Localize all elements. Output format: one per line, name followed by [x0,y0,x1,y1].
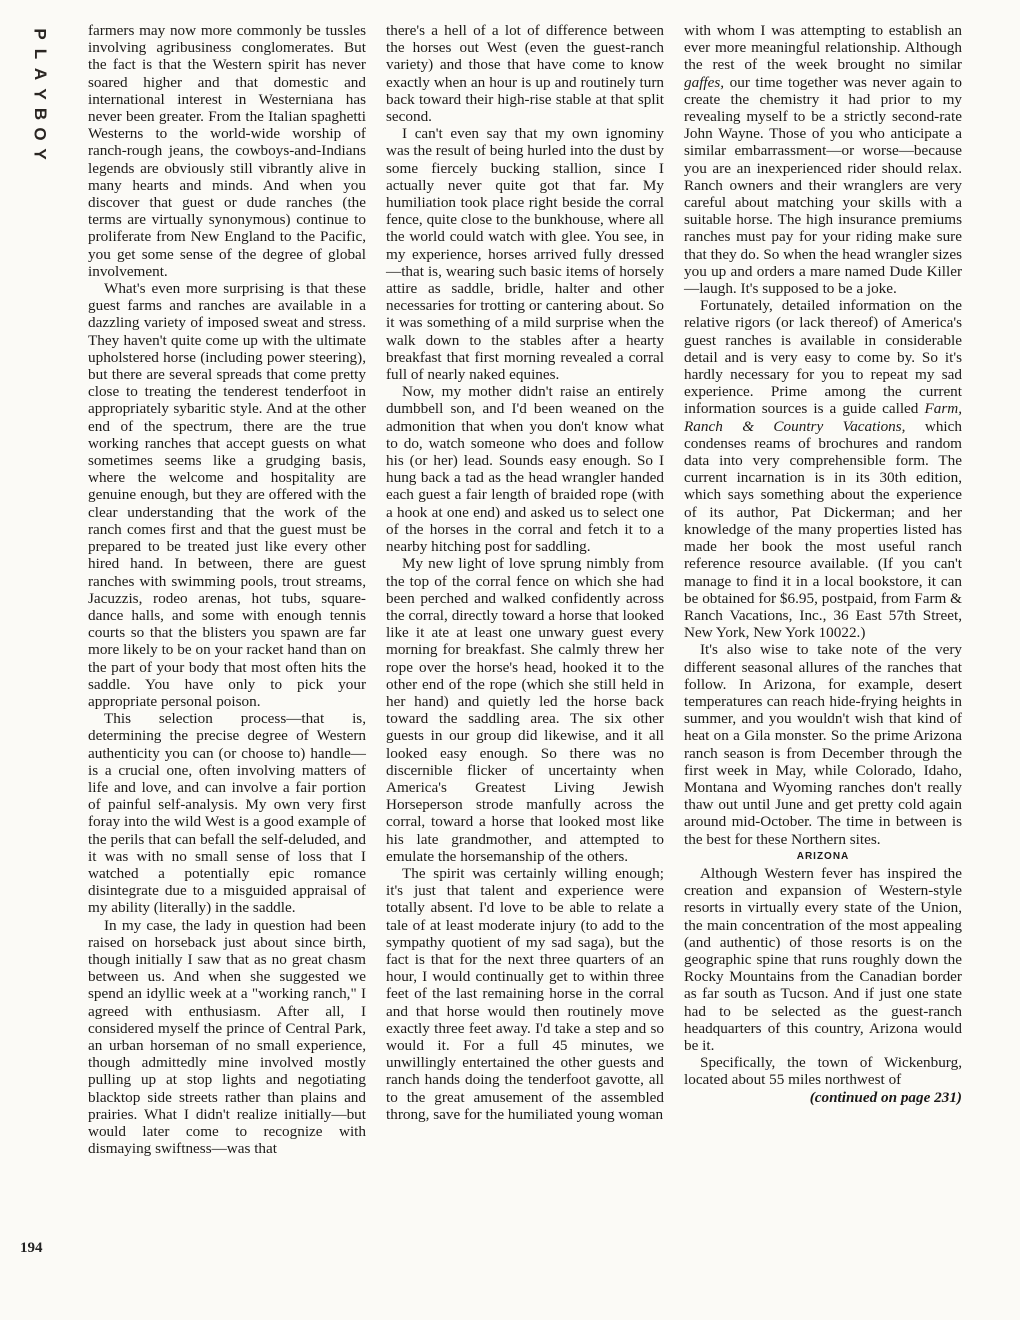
text-run: our time together was never again to create the chemistry it had prior to my revealing myself to be a strictly second-rate John Wayne. Those of you who anticipate a similar embarrassment—or worse—because you are an inexperienced rider should relax. Ranch owners and their wranglers are very careful about matching your skills with a suitable horse. The high insurance premiums ranches must pay for your riding make sure that they do. So when the head wrangler sizes you up and orders a mare named Dude Killer—laugh. It's supposed to be a joke. [684,73,962,298]
masthead-letter: B [31,107,50,121]
section-subhead: ARIZONA [796,850,850,862]
text-run: with whom I was attempting to establish an ever more meaningful relationship. Although the rest of the week brought no similar [684,22,962,74]
book-title: Farm, Ranch & Country Vacations, [684,400,962,435]
page-number: 194 [20,1240,43,1256]
paragraph: What's even more surprising is that these guest farms and ranches are available in a dazzling variety of imposed sweat and stress. They haven't quite come up with the ultimate upholstered horse (including power steering), but there are several spreads that come pretty close to treating the tenderest tenderfoot in appropriately sybaritic style. And at the other end of the spectrum, there are the true working ranches that accept guests on what sometimes seems like a grudging basis, where the welcome and hospitality are genuine enough, but they are offered with the clear understanding that the work of the ranch comes first and that the guest must be prepared to be treated just like every other hired hand. In between, there are guest ranches with swimming pools, trout streams, Jacuzzis, rodeo arenas, hot tubs, square-dance halls, and some with enough tennis courts so that the blisters you spawn are far more likely to be on your racket hand than on the part of your body that most often hits the saddle. You have only to pick your appropriate personal poison. [88,280,366,710]
paragraph: It's also wise to take note of the very different seasonal allures of the ranches that follow. In Arizona, for example, desert temperatures can reach hide-frying heights in summer, and you wouldn't wish that kind of heat on a Gila monster. So the prime Arizona ranch season is from December through the first week in May, while Colorado, Idaho, Montana and Wyoming ranches don't really thaw out until June and get pretty cold again around mid-October. The time in between is the best for these Northern sites. [684,641,962,848]
masthead-letter: P [31,28,50,40]
paragraph: Specifically, the town of Wickenburg, located about 55 miles northwest of [684,1054,962,1089]
text-run: Fortunately, detailed information on the relative rigors (or lack thereof) of America's guest ranches is available in considerable detail and is very easy to come by. So it's hardly necessary for you to repeat my sad experience. Prime among the current information sources is a guide called [684,297,962,418]
paragraph: I can't even say that my own ignominy was the result of being hurled into the dust by some fiercely bucking stallion, since I actually never quite got that far. My humiliation took place right beside the corral fence, quite close to the bunkhouse, where all the world could watch with glee. You see, in my experience, horses arrived fully dressed—that is, wearing such basic items of horsely attire as saddle, bridle, halter and other necessaries for trotting or cantering about. So it was something of a mild surprise when the walk down to the stables after a hearty breakfast that first morning revealed a corral full of nearly naked equines. [386,125,664,384]
masthead-letter: A [31,67,50,81]
paragraph: farmers may now more commonly be tussles involving agribusiness conglomerates. But the fact is that the Western spirit has never soared higher and that domestic and international interest in Westerniana has never been greater. From the Italian spaghetti Westerns to the world-wide worship of ranch-rough jeans, the cowboys-and-Indians legends are obviously still vibrantly alive in many hearts and minds. And when you discover that guest or dude ranches (the terms are virtually synonymous) continue to proliferate from New England to the Pacific, you get some sense of the degree of global involvement. [88,22,366,280]
paragraph [684,22,962,297]
italic-text: gaffes, [684,73,725,91]
paragraph: Now, my mother didn't raise an entirely dumbbell son, and I'd been weaned on the admonition that when you don't know what to do, watch someone who does and follow his (or her) lead. Sounds easy enough. So I hung back a tad as the head wrangler handed each guest a fair length of braided rope (with a hook at one end) and asked us to select one of the horses in the corral and fetch it to a nearby hitching post for saddling. [386,383,664,556]
column-1 [88,22,366,1157]
paragraph: Although Western fever has inspired the creation and expansion of Western-style resorts in virtually every state of the Union, the main concentration of the most appealing (and authentic) of those resorts is on the geographic spine that runs roughly down the Rocky Mountains from the Canadian border as far south as Tucson. And if just one state had to be selected as the guest-ranch headquarters of this country, Arizona would be it. [684,864,962,1054]
column-3 [684,22,962,1106]
paragraph: The spirit was certainly willing enough; it's just that talent and experience were totally absent. I'd love to be able to relate a tale of at least moderate injury (to add to the sympathy quotient of my sad saga), but the fact is that for the next three quarters of an hour, I would continually get to within three feet of the last remaining horse in the corral and that horse would then routinely move exactly three feet away. I'd take a step and so would it. For a full 45 minutes, we unwillingly entertained the other guests and ranch hands doing the tenderfoot gavotte, all to the great amusement of the assembled throng, save for the humiliated young woman [386,864,664,1123]
paragraph: My new light of love sprung nimbly from the top of the corral fence on which she had been perched and walked confidently across the corral, directly toward a horse that looked like it ate at least one unwary guest every morning for breakfast. She calmly threw her rope over the horse's head, hooked it to the other end of the rope (which she still held in her hand) and quietly led the horse back toward the saddling area. The six other guests in our group did likewise, and it all looked easy enough. So there was no discernible flicker of uncertainty when America's Greatest Living Jewish Horseperson strode manfully across the corral, toward a horse that looked most like his late grandmother, and attempted to emulate the horsemanship of the others. [386,555,664,865]
text-run: which condenses reams of brochures and random data into very comprehensible form. The current incarnation is in its 30th edition, which says something about the experience of its author, Pat Dickerman; and her knowledge of the many properties listed has made her book the most useful ranch reference resource available. (If you can't manage to find it in a local bookstore, it can be obtained for $6.95, postpaid, from Farm & Ranch Vacations, Inc., 36 East 57th Street, New York, New York 10022.) [684,417,962,642]
masthead-letter: O [30,127,50,141]
masthead-letter: Y [31,88,50,100]
paragraph [684,297,962,641]
paragraph: there's a hell of a lot of difference between the horses out West (even the guest-ranch variety) and those that have come to know exactly when an hour is up and routinely turn back toward their high-rise stable at that split second. [386,22,664,126]
masthead [26,24,54,164]
masthead-letter: Y [31,148,50,160]
masthead-letter: L [30,48,50,60]
column-2 [386,22,664,1123]
paragraph: This selection process—that is, determining the precise degree of Western authenticity you can (or choose to) handle—is a crucial one, often involving matters of life and love, and can involve a fair portion of painful self-analysis. My own very first foray into the wild West is a good example of the perils that can befall the self-deluded, and it was with no small sense of loss that I watched a potentially epic romance disintegrate due to a misguided appraisal of my ability (literally) in the saddle. [88,710,366,917]
paragraph: In my case, the lady in question had been raised on horseback just about since birth, though initially I saw that as no great chasm between us. And when she suggested we spend an idyllic week at a "working ranch," I agreed with enthusiasm. After all, I considered myself the prince of Central Park, an urban horseman of no small experience, though admittedly mine involved mostly pulling up at stop lights and negotiating blacktop side streets rather than plains and prairies. What I didn't realize initially—but would later come to recognize with dismaying swiftness—was that [88,916,366,1158]
continued-line: (continued on page 231) [809,1088,962,1106]
